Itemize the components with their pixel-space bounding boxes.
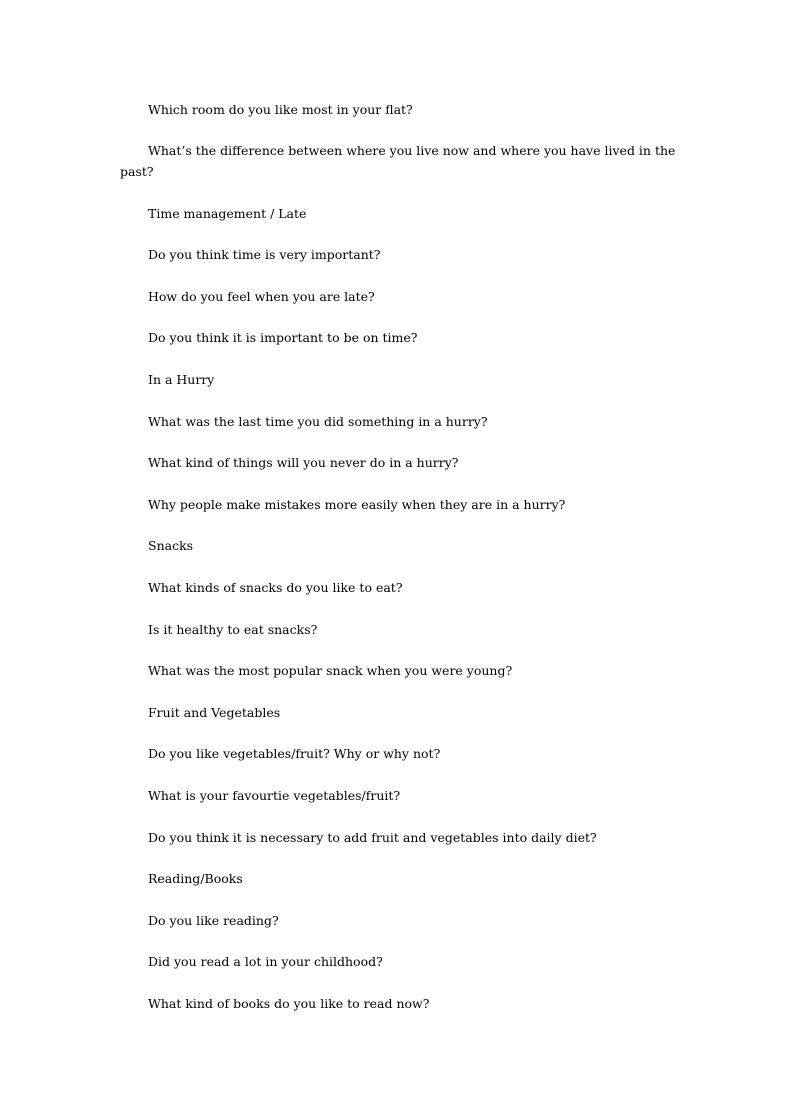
question-time-important: Do you think time is very important? bbox=[148, 247, 381, 262]
heading-time-management: Time management / Late bbox=[148, 206, 307, 221]
question-daily-diet: Do you think it is necessary to add fruit and vegetables into daily diet? bbox=[148, 830, 597, 845]
question-mistakes-hurry: Why people make mistakes more easily when they are in a hurry? bbox=[148, 497, 566, 512]
question-living-difference: What’s the difference between where you live now and where you have lived in the past? bbox=[120, 143, 676, 179]
heading-reading-books: Reading/Books bbox=[148, 871, 243, 886]
question-like-reading: Do you like reading? bbox=[148, 913, 279, 928]
question-snack-healthy: Is it healthy to eat snacks? bbox=[148, 622, 318, 637]
question-snack-kinds: What kinds of snacks do you like to eat? bbox=[148, 580, 403, 595]
heading-fruit-vegetables: Fruit and Vegetables bbox=[148, 705, 281, 720]
question-favourite-vegetables: What is your favourtie vegetables/fruit? bbox=[148, 788, 401, 803]
question-feel-late: How do you feel when you are late? bbox=[148, 289, 375, 304]
heading-snacks: Snacks bbox=[148, 538, 194, 553]
question-like-vegetables: Do you like vegetables/fruit? Why or why not? bbox=[148, 746, 441, 761]
question-never-hurry: What kind of things will you never do in a hurry? bbox=[148, 455, 459, 470]
question-childhood-reading: Did you read a lot in your childhood? bbox=[148, 954, 383, 969]
question-last-hurry: What was the last time you did something in a hurry? bbox=[148, 414, 488, 429]
question-on-time: Do you think it is important to be on time? bbox=[148, 330, 418, 345]
question-books-now: What kind of books do you like to read now? bbox=[148, 996, 430, 1011]
question-popular-snack: What was the most popular snack when you were young? bbox=[148, 663, 513, 678]
heading-in-a-hurry: In a Hurry bbox=[148, 372, 215, 387]
question-favourite-room: Which room do you like most in your flat? bbox=[148, 102, 413, 117]
